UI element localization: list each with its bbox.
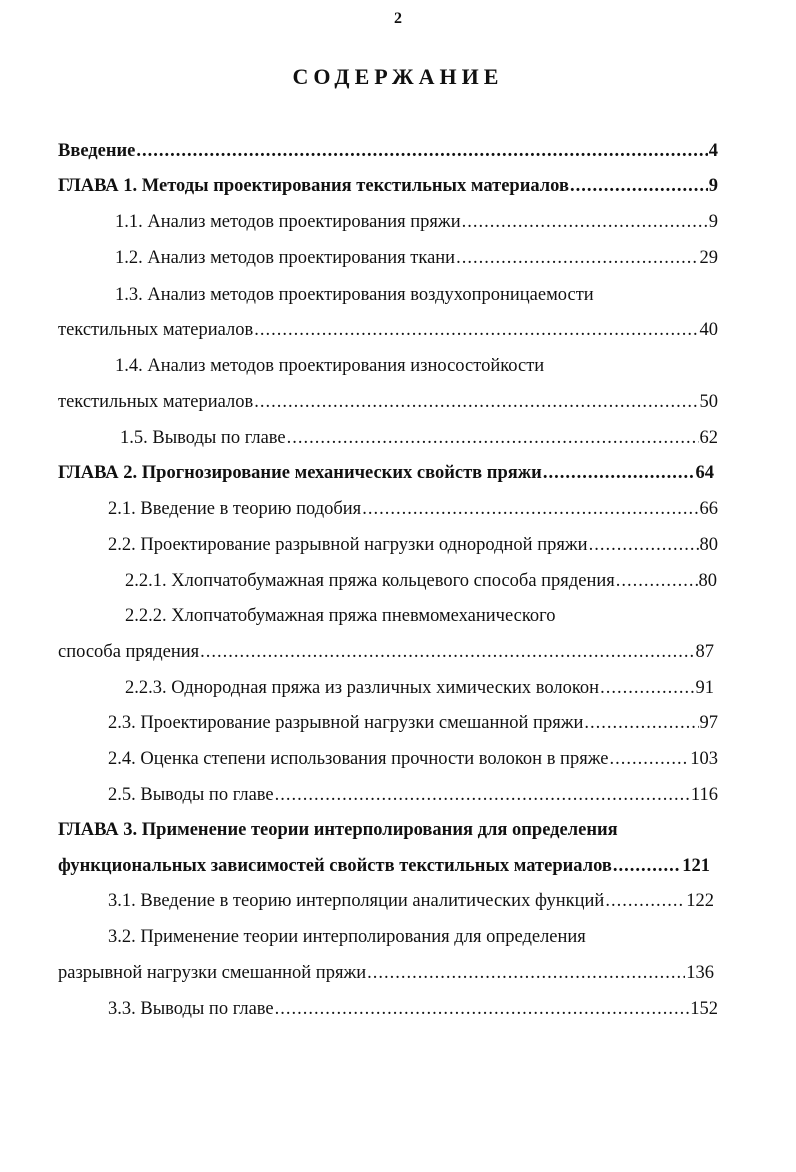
toc-entry-introduction xyxy=(58,139,718,163)
toc-entry-1-2 xyxy=(115,246,718,270)
dot-leader xyxy=(605,889,685,913)
toc-entry-text: ГЛАВА 1. Методы проектирования текстильных материалов xyxy=(58,176,569,196)
toc-entry-2-3 xyxy=(108,711,718,735)
toc-entry-1-5 xyxy=(120,426,718,450)
dot-leader xyxy=(613,854,681,878)
toc-page-number: 122 xyxy=(686,891,714,911)
toc-entry-2-2 xyxy=(108,533,718,557)
toc-page-number: 64 xyxy=(695,463,714,483)
toc-entry-3-3 xyxy=(108,997,718,1021)
dot-leader xyxy=(600,676,694,700)
toc-page-number: 103 xyxy=(690,749,718,769)
dot-leader xyxy=(456,246,698,270)
toc-entry-3-2-line1: 3.2. Применение теории интерполирования для определения xyxy=(108,927,586,947)
toc-entry-text: 2.1. Введение в теорию подобия xyxy=(108,499,362,519)
toc-page-number: 40 xyxy=(699,320,718,340)
toc-entry-text: способа прядения xyxy=(58,642,200,662)
toc-page-number: 29 xyxy=(699,248,718,268)
toc-entry-text: 2.2. Проектирование разрывной нагрузки однородной пряжи xyxy=(108,535,588,555)
dot-leader xyxy=(362,497,698,521)
toc-page-number: 136 xyxy=(686,963,714,983)
dot-leader xyxy=(570,174,708,198)
toc-entry-text: 2.4. Оценка степени использования прочности волокон в пряже xyxy=(108,749,609,769)
toc-entry-text: 1.5. Выводы по главе xyxy=(120,428,286,448)
toc-page-number: 80 xyxy=(699,535,718,555)
toc-page-number: 50 xyxy=(699,392,718,412)
toc-entry-chapter-3 xyxy=(58,854,710,878)
toc-entry-text: Введение xyxy=(58,141,136,161)
toc-entry-text: 1.1. Анализ методов проектирования пряжи xyxy=(115,212,461,232)
toc-entry-1-1 xyxy=(115,210,718,234)
toc-entry-2-2-2 xyxy=(58,640,714,664)
toc-entry-text: функциональных зависимостей свойств текстильных материалов xyxy=(58,856,612,876)
dot-leader xyxy=(367,961,685,985)
toc-entry-text: разрывной нагрузки смешанной пряжи xyxy=(58,963,367,983)
toc-entry-2-4 xyxy=(108,747,718,771)
toc-entry-text: 2.2.1. Хлопчатобумажная пряжа кольцевого способа прядения xyxy=(125,571,615,591)
toc-page-number: 97 xyxy=(699,713,718,733)
dot-leader xyxy=(254,390,698,414)
toc-entry-2-2-1 xyxy=(125,569,717,593)
dot-leader xyxy=(584,711,698,735)
dot-leader xyxy=(462,210,708,234)
toc-page-number: 9 xyxy=(708,212,718,232)
dot-leader xyxy=(200,640,694,664)
toc-entry-text: 3.3. Выводы по главе xyxy=(108,999,274,1019)
toc-entry-text: текстильных материалов xyxy=(58,320,254,340)
dot-leader xyxy=(543,461,695,485)
toc-entry-chapter-3-line1: ГЛАВА 3. Применение теории интерполирования для определения xyxy=(58,820,618,840)
toc-entry-text: текстильных материалов xyxy=(58,392,254,412)
toc-page-number: 4 xyxy=(708,141,718,161)
toc-page-number: 66 xyxy=(699,499,718,519)
toc-entry-text: 1.2. Анализ методов проектирования ткани xyxy=(115,248,456,268)
toc-page-number: 152 xyxy=(690,999,718,1019)
toc-page-number: 116 xyxy=(690,785,718,805)
dot-leader xyxy=(609,747,689,771)
toc-entry-2-2-2-line1: 2.2.2. Хлопчатобумажная пряжа пневмомеханического xyxy=(125,606,556,626)
dot-leader xyxy=(589,533,699,557)
dot-leader xyxy=(275,997,690,1021)
dot-leader xyxy=(616,569,698,593)
dot-leader xyxy=(287,426,699,450)
toc-entry-text: 2.3. Проектирование разрывной нагрузки смешанной пряжи xyxy=(108,713,584,733)
toc-page-number: 9 xyxy=(708,176,718,196)
toc-entry-1-3-line1: 1.3. Анализ методов проектирования воздухопроницаемости xyxy=(115,285,594,305)
toc-entry-text: 3.1. Введение в теорию интерполяции аналитических функций xyxy=(108,891,605,911)
toc-entry-text: 2.5. Выводы по главе xyxy=(108,785,274,805)
dot-leader xyxy=(254,318,698,342)
toc-page-number: 80 xyxy=(698,571,717,591)
toc-entry-3-1 xyxy=(108,889,714,913)
toc-entry-2-1 xyxy=(108,497,718,521)
toc-entry-text: ГЛАВА 2. Прогнозирование механических свойств пряжи xyxy=(58,463,542,483)
toc-entry-chapter-1 xyxy=(58,174,718,198)
page-title: СОДЕРЖАНИЕ xyxy=(292,64,504,89)
toc-entry-text: 2.2.3. Однородная пряжа из различных химических волокон xyxy=(125,678,600,698)
toc-entry-2-5 xyxy=(108,783,718,807)
toc-entry-1-3 xyxy=(58,318,718,342)
toc-page-number: 91 xyxy=(695,678,714,698)
toc-page-number: 62 xyxy=(699,428,718,448)
toc-entry-1-4-line1: 1.4. Анализ методов проектирования износостойкости xyxy=(115,356,545,376)
toc-entry-chapter-2 xyxy=(58,461,714,485)
toc-page-number: 121 xyxy=(682,856,710,876)
toc-page-number: 87 xyxy=(695,642,714,662)
toc-entry-1-4 xyxy=(58,390,718,414)
dot-leader xyxy=(136,139,707,163)
dot-leader xyxy=(275,783,690,807)
page-number: 2 xyxy=(394,10,402,27)
toc-entry-2-2-3 xyxy=(125,676,714,700)
toc-entry-3-2 xyxy=(58,961,714,985)
